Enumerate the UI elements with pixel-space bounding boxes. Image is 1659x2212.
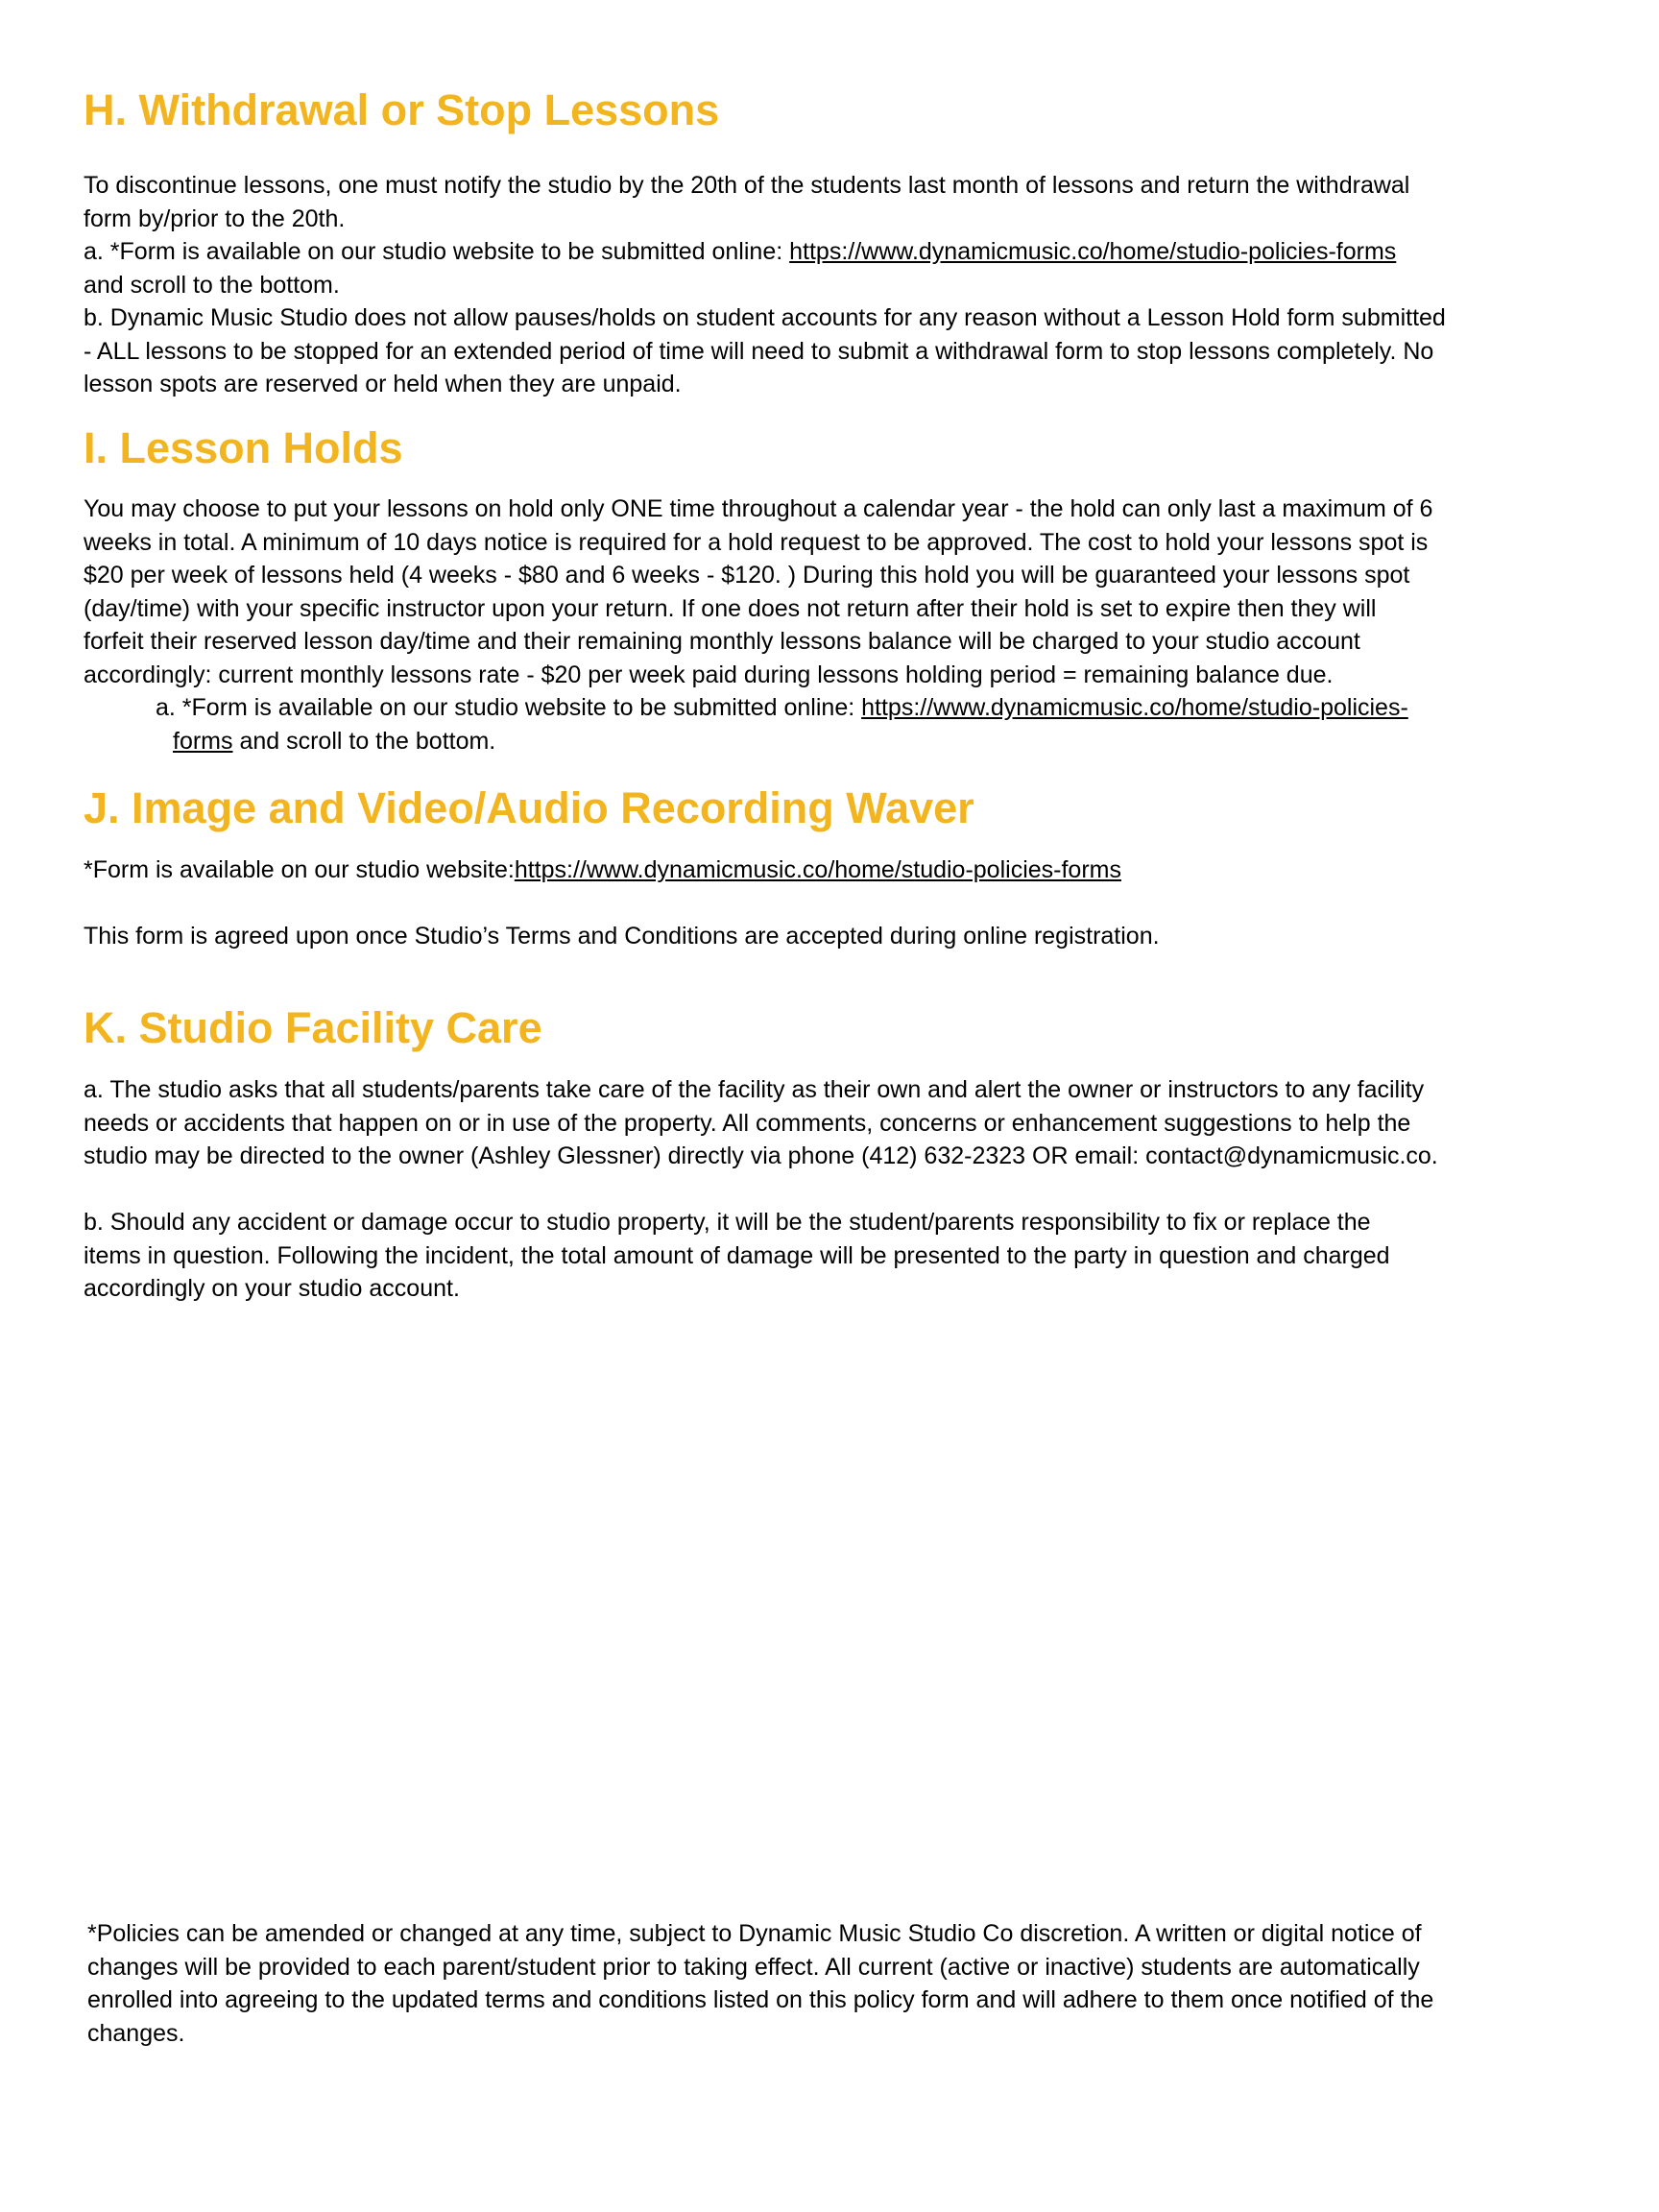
section-i-heading: I. Lesson Holds <box>84 423 403 472</box>
section-k-a-line3: studio may be directed to the owner (Ashley Glessner) directly via phone (412) 632-2323 OR email: contact@dynamicmusic.co. <box>84 1142 1438 1169</box>
section-i-line4: (day/time) with your specific instructor upon your return. If one does not return after their hold is set to expire then they will <box>84 594 1377 622</box>
section-j-forms-link[interactable]: https://www.dynamicmusic.co/home/studio-policies-forms <box>514 856 1121 883</box>
section-h-item-b-line2: - ALL lessons to be stopped for an extended period of time will need to submit a withdrawal form to stop lessons completely. No <box>84 337 1434 365</box>
section-i-forms-link-part2[interactable]: forms <box>173 727 233 755</box>
section-j-agreement: This form is agreed upon once Studio’s Terms and Conditions are accepted during online registration. <box>84 923 1160 950</box>
section-h-heading-wrap <box>84 84 1581 136</box>
section-h-forms-link[interactable]: https://www.dynamicmusic.co/home/studio-policies-forms <box>789 238 1397 265</box>
section-h-intro <box>84 169 1581 401</box>
section-i-item-a-cont <box>84 725 1581 758</box>
section-j-heading-wrap <box>84 782 1581 834</box>
section-i-line1: You may choose to put your lessons on hold only ONE time throughout a calendar year - the hold can only last a maximum of 6 <box>84 495 1433 522</box>
footer-paragraph <box>87 1917 1585 2050</box>
section-h-heading: H. Withdrawal or Stop Lessons <box>84 85 720 134</box>
section-k-item-a <box>84 1073 1581 1173</box>
section-i-line6: accordingly: current monthly lessons rate - $20 per week paid during lessons holding period = remaining balance due. <box>84 661 1334 688</box>
section-k-heading: K. Studio Facility Care <box>84 1003 542 1052</box>
section-h-intro-line1: To discontinue lessons, one must notify the studio by the 20th of the students last month of lessons and return the withdrawal <box>84 172 1410 199</box>
section-h-intro-line2: form by/prior to the 20th. <box>84 204 346 232</box>
footer-line1: *Policies can be amended or changed at any time, subject to Dynamic Music Studio Co discretion. A written or digital notice of <box>87 1920 1422 1947</box>
section-i-line3: $20 per week of lessons held (4 weeks - $80 and 6 weeks - $120. ) During this hold you will be guaranteed your lessons spot <box>84 562 1410 589</box>
section-k-a-line2: needs or accidents that happen on or in use of the property. All comments, concerns or enhancement suggestions to help the <box>84 1109 1411 1137</box>
section-i-line5: forfeit their reserved lesson day/time and their remaining monthly lessons balance will be charged to your studio account <box>84 628 1360 655</box>
section-j-form-prefix: *Form is available on our studio website: <box>84 856 515 883</box>
section-j-form-line <box>84 854 1581 887</box>
section-k-b-line3: accordingly on your studio account. <box>84 1275 460 1302</box>
section-i-forms-link-part1[interactable]: https://www.dynamicmusic.co/home/studio-policies- <box>861 694 1408 721</box>
section-i-item-a <box>84 691 1581 725</box>
policy-footer-note <box>87 1917 1585 2050</box>
section-i-paragraph <box>84 493 1581 691</box>
section-h-body <box>84 169 1581 401</box>
section-h-item-a-prefix: a. *Form is available on our studio website to be submitted online: <box>84 238 790 265</box>
section-k-body <box>84 1073 1581 1306</box>
footer-line3: enrolled into agreeing to the updated terms and conditions listed on this policy form and will adhere to them once notified of the <box>87 1986 1434 2013</box>
section-k-heading-wrap <box>84 1002 1581 1054</box>
section-k-b-line2: items in question. Following the incident, the total amount of damage will be presented to the party in question and charged <box>84 1241 1390 1269</box>
section-h-item-b-line1: b. Dynamic Music Studio does not allow pauses/holds on student accounts for any reason without a Lesson Hold form submitted <box>84 304 1446 331</box>
section-i-item-a-suffix: and scroll to the bottom. <box>232 727 496 755</box>
section-i-heading-wrap <box>84 422 1581 474</box>
section-k-b-line1: b. Should any accident or damage occur to studio property, it will be the student/parents responsibility to fix or replace the <box>84 1209 1371 1236</box>
section-j-body <box>84 854 1581 953</box>
section-k-item-b <box>84 1206 1581 1306</box>
section-i-line2: weeks in total. A minimum of 10 days notice is required for a hold request to be approved. The cost to hold your lessons spot is <box>84 528 1429 556</box>
footer-line2: changes will be provided to each parent/student prior to taking effect. All current (active or inactive) students are automatically <box>87 1953 1420 1981</box>
section-i-item-a-prefix: a. *Form is available on our studio website to be submitted online: <box>156 694 862 721</box>
section-i-body <box>84 493 1581 757</box>
section-h-item-b-line3: lesson spots are reserved or held when they are unpaid. <box>84 371 682 397</box>
section-h-item-a-suffix: and scroll to the bottom. <box>84 271 340 299</box>
section-j-heading: J. Image and Video/Audio Recording Waver <box>84 783 974 832</box>
section-k-a-line1: a. The studio asks that all students/parents take care of the facility as their own and alert the owner or instructors to any facility <box>84 1076 1425 1103</box>
footer-line4: changes. <box>87 2019 185 2047</box>
